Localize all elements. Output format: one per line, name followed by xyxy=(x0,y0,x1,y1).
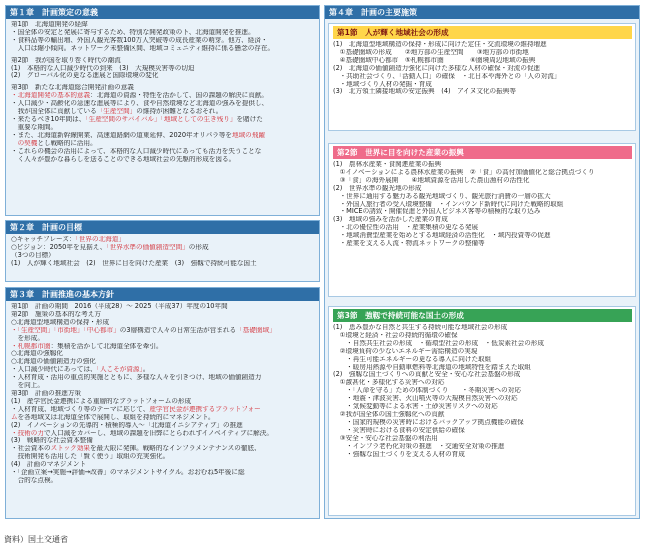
ch1-sec1-line: ・食料品等の輸出増、外国人観光客数100万人突破等の成長産業の萌芽。他方、経済・ xyxy=(11,36,268,44)
s3-line: ・再生可能エネルギーの更なる導入に向けた取組 xyxy=(333,355,492,363)
goals-list: (1) 人が輝く地域社会 (2) 世界に目を向けた産業 (3) 強靱で持続可能な国土 xyxy=(11,259,257,267)
ch1-sec3-line: 重要な期間。 xyxy=(11,123,58,131)
ch3-line: ・「企画立案→実施→評価→改善」のマネジメントサイクル。おおむね5年後に総 xyxy=(11,469,245,477)
s3-line: ・インフラ老朽化対策の推進 ・交通安全対策の推進 xyxy=(333,442,505,450)
s2-line: ・MICEの誘致・開催促進と外国人ビジネス客等の積極的な取り込み xyxy=(333,208,541,216)
s1-line: (1) 北海道型地域構造の保持・形成に向けた定住・交流環境の維持増進 xyxy=(333,41,547,48)
s2-line: ・北の優位性の活用 ・産業集積の更なる発展 xyxy=(333,224,479,232)
ch3-line: ムを各地域又は北海道全体で展開し、取組を持続的にマネジメント。 xyxy=(11,413,215,421)
s3-line: ・災害時における食料の安定供給の確保 xyxy=(333,426,465,434)
s3-line: ・気候変動等による水害・土砂災害リスクへの対応 xyxy=(333,403,498,411)
s1-line: (3) 北方領土隣接地域の安定振興 (4) アイヌ文化の振興等 xyxy=(333,88,516,96)
s3-line: ・暖房用熱源や自動車燃料等北海道の地域特性を踏まえた取組 xyxy=(333,363,531,371)
chapter3-title: 第３章 計画推進の基本方針 xyxy=(6,288,319,301)
chapter2-panel xyxy=(5,220,320,282)
section3-title: 第3節 強靱で持続可能な国土の形成 xyxy=(333,309,632,322)
chapter3-panel xyxy=(5,287,320,519)
ch1-sec1-line: ・国全体の安定と発展に寄与するため、特別な開発政策の下、北海道開発を推進。 xyxy=(11,28,255,36)
s3-line: ②環境負荷の少ないエネルギー需給構造の実現 xyxy=(333,347,478,355)
chapter4-panel xyxy=(324,5,640,519)
s1-line: (2) 北海道の価値創造力強化に向けた多様な人材の確保・対流の促進 xyxy=(333,64,541,72)
chapter1-panel xyxy=(5,5,320,216)
chapter1-title: 第１章 計画策定の意義 xyxy=(6,6,319,19)
s3-line: ・強靱な国土づくりを支える人材の育成 xyxy=(333,450,465,458)
ch3-line: (3) 戦略的な社会資本整備 xyxy=(11,437,93,445)
ch3-sec2: 第2節 施策の基本的な考え方 xyxy=(11,310,101,318)
ch3-line: ○北海道の強靱化 xyxy=(11,350,63,358)
s1-line: ④基礎圏域中心都市 ⑤札幌都市圏 ⑥圏境周辺地域の振興 xyxy=(333,56,536,64)
s3-line: ②我が国全体の国土強靱化への貢献 xyxy=(333,410,445,418)
ch3-line: ・社会資本のストック効果を最大限に発揮。戦略的なインフラメンテナンスの徹底、 xyxy=(11,445,261,453)
ch1-sec3-line: ・来たるべき10年間は、「生産空間のサバイバル」「地域としての生き残り」を賭けた xyxy=(11,115,263,123)
s3-line: ・「人命を守る」ための体制づくり ・冬期災害への対応 xyxy=(333,387,521,395)
ch3-line: を形成。 xyxy=(11,334,44,342)
ch3-sec1: 第1節 計画の期間 2016（平成28）～ 2025（平成37）年度の10年間 xyxy=(11,303,228,310)
ch3-line: (1) 産学官民金連携による重層的なプラットフォームの形成 xyxy=(11,397,192,405)
s1-line: ・共助社会づくり、「活動人口」の確保 ・北日本や海外との「人の対流」 xyxy=(333,72,561,80)
s3-line: (2) 強靱な国土づくりへの貢献と安全・安心な社会基盤の形成 xyxy=(333,371,521,379)
ch1-sec2-line: (1) 本格的な人口減少時代の到来 (3) 大規模災害等の切迫 xyxy=(11,64,195,72)
ch3-line: ・人材育成、地域づくり等のテーマに応じて、産学官民金が連携するプラットフォー xyxy=(11,405,261,413)
ch4-section2 xyxy=(328,143,636,297)
ch1-sec3-line: ・これらの機会の活用によって、本格的な人口減少時代にあっても活力を失うことな xyxy=(11,147,262,155)
ch1-sec3-title: 第3節 新たな北海道総合開発計画の意義 xyxy=(11,84,134,92)
s3-line: ③安全・安心な社会基盤の利活用 xyxy=(333,434,438,442)
ch1-sec3-line: 我が国全体に貢献している「生産空間」の維持が困難となるおそれ。 xyxy=(11,108,223,116)
source-note: 資料）国土交通省 xyxy=(4,535,68,544)
s3-line: ①環境と経済・社会の持続的循環の確保 xyxy=(333,331,458,339)
chapter4-title: 第４章 計画の主要施策 xyxy=(325,6,639,19)
ch3-line: 技術開発も活用した「賢く使う」取組の充実強化。 xyxy=(11,453,170,461)
ch3-line: ・人口減少時代にあっては、「人こそが資源」。 xyxy=(11,366,150,374)
ch3-line: ・「生産空間」「市街地」「中心都市」の3層構造で人々の日常生活が営まれる「基礎圏域」 xyxy=(11,326,276,334)
s1-line: ・地域づくり人材の発掘・育成 xyxy=(333,80,432,88)
ch1-sec3-line: ・また、北海道新幹線開業、高速道路網の道東延伸、2020年オリパラ等を地域の飛躍 xyxy=(11,131,265,139)
ch1-sec2-title: 第2節 我が国を取り巻く時代の潮流 xyxy=(11,56,121,64)
s2-line: ①イノベーションによる農林水産業の振興 ②「食」の高付加価値化と総合拠点づくり xyxy=(333,168,595,176)
ch3-line: ・札幌都市圏：集積を活かして北海道全体を牽引。 xyxy=(11,342,163,350)
ch3-line: (2) イノベーションの先導的・積極的導入～「北海道イニシアティブ」の推進 xyxy=(11,421,243,429)
s2-line: (3) 地域の強みを活かした産業の育成 xyxy=(333,216,448,224)
s2-line: (2) 世界水準の観光地の形成 xyxy=(333,184,422,192)
ch1-sec3-line: ・人口減少・高齢化の急速な進展等により、食や自然環境など北海道の強みを提供し、 xyxy=(11,100,269,108)
s3-line: ・国家的規模の災害時におけるバックアップ拠点機能の確保 xyxy=(333,418,524,426)
s2-line: ・産業を支える人流・物流ネットワークの整備等 xyxy=(333,240,485,248)
s3-line: ①激甚化・多様化する災害への対応 xyxy=(333,379,445,387)
ch1-sec2-line: (2) グローバル化の更なる進展と国際環境の変化 xyxy=(11,72,159,80)
s3-line: ・自然共生社会の形成 ・循環型社会の形成 ・低炭素社会の形成 xyxy=(333,339,544,347)
ch1-sec3-line: の契機とし戦略的に活用。 xyxy=(11,139,97,147)
section1-title: 第1節 人が輝く地域社会の形成 xyxy=(333,26,632,39)
ch3-sec3: 第3節 計画の推進方策 xyxy=(11,389,82,397)
goals-heading: （3つの目標） xyxy=(11,251,55,259)
s3-line: (1) 恵み豊かな自然と共生する持続可能な地域社会の形成 xyxy=(333,324,508,331)
s2-line: ③「食」の海外展開 ④地域資源を活用した農山漁村の活性化 xyxy=(333,176,530,184)
s2-line: ・外国人旅行者の受入環境整備 ・インバウンド新時代に向けた戦略的取組 xyxy=(333,200,564,208)
ch1-sec3-line: ・北海道開発の基本的意義：北海道の資源・特性を活かして、国の課題の解決に貢献。 xyxy=(11,92,269,100)
ch3-line: を向上。 xyxy=(11,382,44,390)
s2-line: ・世界に通用する魅力ある観光地域づくり、観光旅行消費の一層の拡大 xyxy=(333,192,551,200)
chapter2-title: 第２章 計画の目標 xyxy=(6,221,319,234)
ch3-line: 合的な点検。 xyxy=(11,476,58,484)
ch3-line: ○北海道の価値創造力の強化 xyxy=(11,358,96,366)
catchphrase: ○キャッチフレーズ：「世界の北海道」 xyxy=(11,236,125,243)
ch4-section3 xyxy=(328,306,636,516)
ch1-sec3-line: く人々が豊かな暮らしを送ることのできる地域社会の先駆的形成を図る。 xyxy=(11,155,236,163)
ch3-line: ○北海道型地域構造の保持・形成 xyxy=(11,318,110,326)
ch1-sec1-line: 人口は縮小傾向。ネットワーク未整備区間、地域コミュニティ維持に係る懸念の存在。 xyxy=(11,44,275,52)
section2-title: 第2節 世界に目を向けた産業の振興 xyxy=(333,146,632,159)
ch1-sec1-title: 第1節 北海道開発の経緯 xyxy=(11,21,88,28)
ch3-line: (4) 計画のマネジメント xyxy=(11,461,87,469)
vision: ○ビジョン：2050年を見据え、「世界水準の価値創造空間」の形成 xyxy=(11,243,209,251)
s2-line: ・地域消費型産業を始めとする地域経済の活性化 ・域内投資等の促進 xyxy=(333,232,551,240)
s2-line: (1) 農林水産業・食関連産業の振興 xyxy=(333,161,442,168)
s3-line: ・地震・津波災害、火山噴火等の大規模自然災害への対応 xyxy=(333,395,518,403)
s1-line: ①基礎圏域の形成 ②地方部の生産空間 ③地方部の市街地 xyxy=(333,48,529,56)
ch3-line: ・技術の力で人口減をカバーし、地域の課題を旧弊にとらわれずイノベイティブに解決。 xyxy=(11,429,273,437)
ch4-section1 xyxy=(328,23,636,131)
ch3-line: ・人材育成・活用の重点的実施とともに、多様な人々を引きつけ、地域の価値創造力 xyxy=(11,374,262,382)
